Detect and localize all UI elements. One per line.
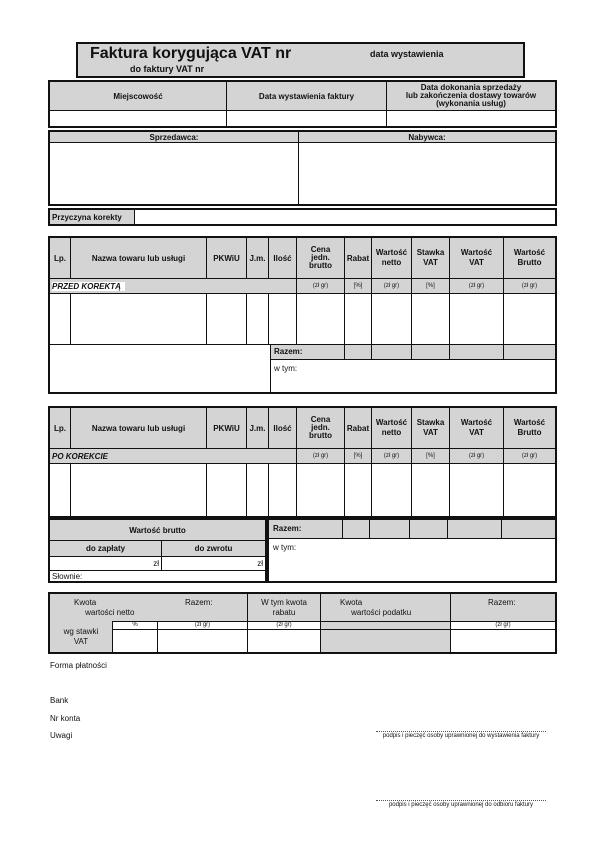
reason-row — [48, 208, 557, 226]
reason-label: Przyczyna korekty — [52, 213, 122, 222]
to-refund-currency: zł — [257, 559, 263, 568]
discount-unit: [%] — [353, 282, 363, 289]
col-unit-price-after: Cena jedn. brutto — [308, 415, 333, 440]
after-total-label: Razem: — [273, 524, 302, 533]
col-vat-rate: Stawka VAT — [416, 248, 445, 267]
discount-amount-label: W tym kwota rabatu — [261, 597, 307, 617]
net-value-unit: (zł gr) — [383, 282, 400, 289]
before-including-label: w tym: — [274, 364, 298, 373]
gross-value-unit: (zł gr) — [521, 282, 538, 289]
to-refund-label: do zwrotu — [194, 544, 233, 553]
net-zl-unit: (zł gr) — [194, 622, 211, 628]
after-gross-box — [48, 518, 267, 583]
after-total-box — [267, 518, 557, 583]
summary-total-2: Razem: — [488, 598, 516, 607]
col-unit: J.m. — [249, 253, 266, 263]
summary-table — [48, 592, 557, 654]
buyer-label: Nabywca: — [408, 132, 446, 142]
net-amount-label: Kwota wartości netto — [74, 598, 135, 617]
summary-total-1: Razem: — [185, 598, 213, 607]
payment-method-label: Forma płatności — [50, 661, 107, 670]
net-value-unit-after: (zł gr) — [383, 452, 400, 459]
in-words-label: Słownie: — [52, 572, 83, 581]
gross-value-label: Wartość brutto — [129, 525, 186, 535]
to-pay-field[interactable] — [50, 557, 159, 570]
col-unit-price: Cena jedn. brutto — [308, 245, 333, 270]
col-pkwiu-after: PKWiU — [213, 423, 240, 433]
to-pay-label: do zapłaty — [85, 544, 126, 553]
before-section-label: PRZED KOREKTĄ — [52, 282, 125, 291]
receiver-signature-line[interactable] — [376, 800, 546, 801]
to-refund-field[interactable] — [162, 557, 263, 570]
place-label: Miejscowość — [113, 91, 163, 101]
discount-zl-unit: (zł gr) — [276, 622, 292, 628]
unit-price-unit: (zł gr) — [312, 282, 329, 289]
col-pkwiu: PKWiU — [213, 253, 240, 263]
invoice-title: Faktura korygująca VAT nr — [90, 45, 292, 62]
unit-price-unit-after: (zł gr) — [312, 452, 329, 459]
place-dates-table — [48, 80, 557, 128]
after-items-rows[interactable] — [50, 464, 555, 516]
vat-value-unit-after: (zł gr) — [468, 452, 485, 459]
before-items-rows[interactable] — [50, 294, 555, 344]
tax-amount-label: Kwota wartości podatku — [340, 598, 412, 617]
col-net-value-after: Wartość netto — [375, 418, 408, 437]
original-invoice-label: do faktury VAT nr — [130, 64, 205, 74]
col-vat-value: Wartość VAT — [460, 248, 493, 267]
gross-value-unit-after: (zł gr) — [521, 452, 538, 459]
col-vat-rate-after: Stawka VAT — [416, 418, 445, 437]
col-vat-value-after: Wartość VAT — [460, 418, 493, 437]
col-lp: Lp. — [54, 253, 66, 263]
col-name-after: Nazwa towaru lub usługi — [91, 423, 186, 433]
gross-zl-unit: (zł gr) — [495, 622, 511, 628]
seller-label: Sprzedawca: — [149, 132, 199, 142]
to-pay-currency: zł — [153, 559, 159, 568]
col-discount: Rabat — [346, 253, 370, 263]
place-field[interactable] — [50, 111, 226, 126]
col-discount-after: Rabat — [346, 423, 370, 433]
vat-value-unit: (zł gr) — [468, 282, 485, 289]
col-qty: Ilość — [273, 253, 292, 263]
discount-unit-after: [%] — [353, 452, 363, 459]
after-section-label: PO KOREKCIE — [52, 452, 112, 461]
account-number-label: Nr konta — [50, 714, 81, 723]
bank-label: Bank — [50, 696, 69, 705]
issue-date-column-label: Data wystawienia faktury — [258, 91, 355, 101]
items-before-table — [48, 236, 557, 394]
col-lp-after: Lp. — [54, 423, 66, 433]
col-net-value: Wartość netto — [375, 248, 408, 267]
before-total-label: Razem: — [274, 347, 303, 356]
col-qty-after: Ilość — [273, 423, 292, 433]
col-gross-value-after: Wartość Brutto — [513, 418, 546, 437]
vat-rates-label: wg stawki VAT — [63, 627, 99, 646]
buyer-field[interactable] — [299, 143, 555, 204]
parties-box — [48, 130, 557, 206]
issue-date-field[interactable] — [227, 111, 386, 126]
col-name: Nazwa towaru lub usługi — [91, 253, 186, 263]
col-gross-value: Wartość Brutto — [513, 248, 546, 267]
issue-date-label: data wystawienia — [370, 49, 444, 59]
vat-rate-unit: [%] — [426, 282, 435, 289]
notes-label: Uwagi — [50, 731, 73, 740]
issuer-signature-label: podpis i pieczęć osoby uprawnionej do wystawienia faktury — [382, 733, 540, 739]
seller-field[interactable] — [50, 143, 298, 204]
issuer-signature-line[interactable] — [376, 731, 546, 732]
col-unit-after: J.m. — [249, 423, 266, 433]
sale-date-label: Data dokonania sprzedaży lub zakończenia dostawy towarów (wykonania usług) — [405, 83, 537, 108]
receiver-signature-label: podpis i pieczęć osoby uprawnionej do odbioru faktury — [388, 802, 534, 808]
pct-unit: % — [132, 622, 138, 628]
after-including-label: w tym: — [273, 543, 297, 552]
reason-field[interactable] — [135, 210, 555, 224]
sale-date-field[interactable] — [387, 111, 555, 126]
items-after-table — [48, 406, 557, 518]
vat-rate-unit-after: [%] — [426, 452, 435, 459]
summary-values-row[interactable] — [113, 630, 555, 652]
